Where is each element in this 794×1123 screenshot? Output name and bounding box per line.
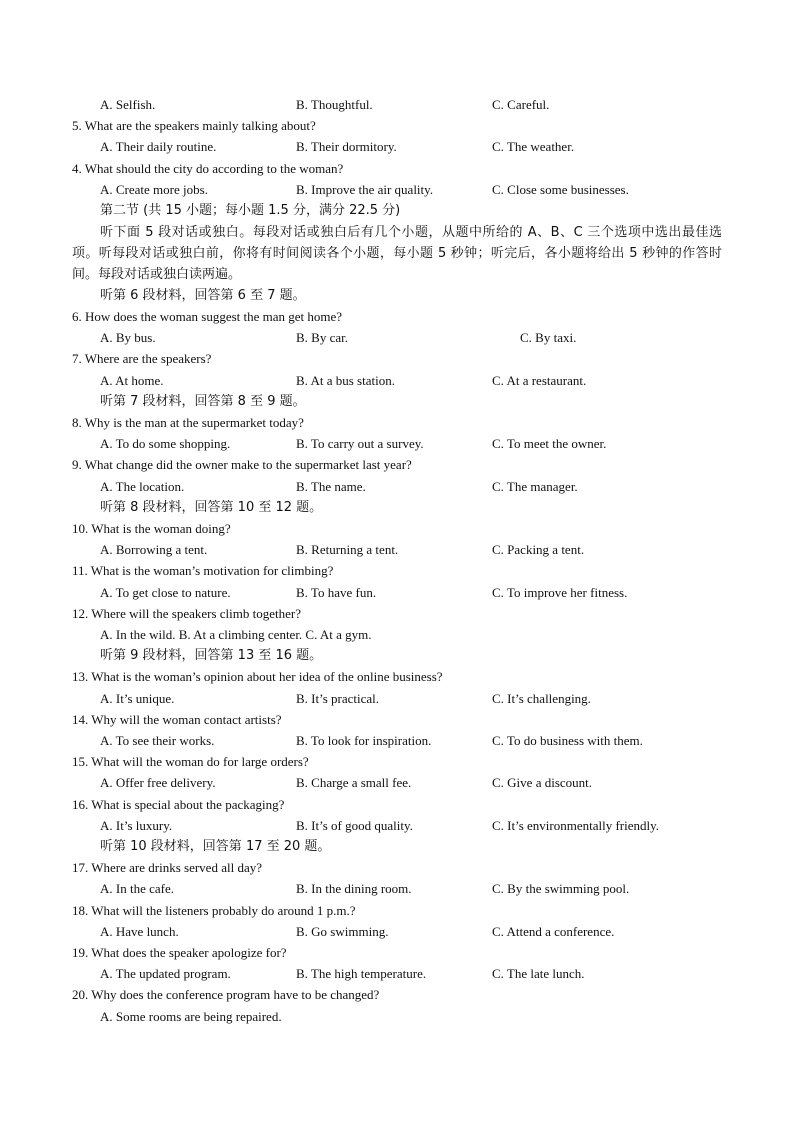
options-row-q16 (100, 815, 740, 836)
option-c: C. Packing a tent. (492, 542, 585, 557)
option-a: A. It’s luxury. (100, 818, 173, 833)
option-b: B. To look for inspiration. (296, 733, 432, 748)
option-b: B. Returning a tent. (296, 542, 399, 557)
options-row-q18 (100, 921, 740, 942)
material-10-note: 听第 10 段材料，回答第 17 至 20 题。 (100, 839, 331, 854)
option-a: A. By bus. (100, 330, 156, 345)
option-a: A. Borrowing a tent. (100, 542, 208, 557)
question-13: 13. What is the woman’s opinion about her idea of the online business? (72, 669, 443, 684)
options-row-q13 (100, 688, 740, 709)
options-row-q11 (100, 582, 740, 603)
question-19: 19. What does the speaker apologize for? (72, 945, 287, 960)
question-14: 14. Why will the woman contact artists? (72, 712, 282, 727)
option-c: C. Careful. (492, 97, 550, 112)
question-7: 7. Where are the speakers? (72, 351, 212, 366)
option-b: B. Charge a small fee. (296, 775, 412, 790)
options-inline: A. In the wild. B. At a climbing center. C. At a gym. (100, 627, 372, 642)
option-a: A. Have lunch. (100, 924, 179, 939)
options-row-q12 (100, 624, 740, 645)
question-4: 4. What should the city do according to the woman? (72, 161, 344, 176)
question-11: 11. What is the woman’s motivation for climbing? (72, 563, 334, 578)
option-a: A. Some rooms are being repaired. (100, 1009, 282, 1024)
option-c: C. The weather. (492, 139, 575, 154)
options-row-q17 (100, 878, 740, 899)
option-c: C. By taxi. (520, 330, 577, 345)
option-b: B. The name. (296, 479, 366, 494)
question-12: 12. Where will the speakers climb together? (72, 606, 301, 621)
question-5: 5. What are the speakers mainly talking about? (72, 118, 316, 133)
option-a: A. To get close to nature. (100, 585, 231, 600)
option-a: A. At home. (100, 373, 164, 388)
options-row-q15 (100, 772, 740, 793)
option-c: C. Give a discount. (492, 775, 593, 790)
option-a: A. Offer free delivery. (100, 775, 216, 790)
options-row-q7 (100, 370, 740, 391)
option-c: C. To do business with them. (492, 733, 643, 748)
material-6-note: 听第 6 段材料，回答第 6 至 7 题。 (100, 288, 306, 303)
option-a: A. The updated program. (100, 966, 231, 981)
option-b: B. Improve the air quality. (296, 182, 434, 197)
option-c: C. It’s challenging. (492, 691, 591, 706)
material-7-note: 听第 7 段材料，回答第 8 至 9 题。 (100, 394, 306, 409)
option-c: C. The late lunch. (492, 966, 585, 981)
question-8: 8. Why is the man at the supermarket today? (72, 415, 304, 430)
question-18: 18. What will the listeners probably do around 1 p.m.? (72, 903, 356, 918)
option-a: A. In the cafe. (100, 881, 174, 896)
option-b: B. It’s practical. (296, 691, 380, 706)
section-instructions: 听下面 5 段对话或独白。每段对话或独白后有几个小题，从题中所给的 A、B、C 三个选项中选出最佳选项。听每段对话或独白前，你将有时间阅读各个小题，每小题 5 秒钟；听完后，各小题将给出 5 秒钟的作答时间。每段对话或独白读两遍。 (72, 225, 722, 282)
question-17: 17. Where are drinks served all day? (72, 860, 262, 875)
options-row-q14 (100, 730, 740, 751)
option-b: B. To carry out a survey. (296, 436, 424, 451)
question-16: 16. What is special about the packaging? (72, 797, 285, 812)
section-heading: 第二节 (共 15 小题；每小题 1.5 分，满分 22.5 分) (100, 203, 401, 218)
option-a: A. Selfish. (100, 97, 156, 112)
options-row-q8 (100, 433, 740, 454)
options-row-previous (100, 94, 740, 115)
option-a: A. It’s unique. (100, 691, 175, 706)
question-6: 6. How does the woman suggest the man get home? (72, 309, 343, 324)
question-10: 10. What is the woman doing? (72, 521, 231, 536)
option-a: A. The location. (100, 479, 185, 494)
option-c: C. The manager. (492, 479, 578, 494)
option-a: A. To do some shopping. (100, 436, 231, 451)
options-row-q19 (100, 963, 740, 984)
question-9: 9. What change did the owner make to the supermarket last year? (72, 457, 412, 472)
option-a: A. Their daily routine. (100, 139, 217, 154)
option-a: A. To see their works. (100, 733, 215, 748)
option-b: B. To have fun. (296, 585, 377, 600)
options-row-q9 (100, 476, 740, 497)
option-c: C. By the swimming pool. (492, 881, 630, 896)
option-b: B. The high temperature. (296, 966, 427, 981)
option-b: B. Their dormitory. (296, 139, 397, 154)
option-b: B. Go swimming. (296, 924, 389, 939)
option-b: B. In the dining room. (296, 881, 412, 896)
option-b: B. By car. (296, 330, 348, 345)
question-20: 20. Why does the conference program have to be changed? (72, 987, 380, 1002)
option-c: C. Close some businesses. (492, 182, 629, 197)
question-15: 15. What will the woman do for large orders? (72, 754, 309, 769)
options-row-q5 (100, 136, 740, 157)
options-row-q4 (100, 179, 740, 200)
option-b: B. It’s of good quality. (296, 818, 413, 833)
option-c: C. To meet the owner. (492, 436, 607, 451)
options-row-q6 (100, 327, 740, 348)
option-c: C. It’s environmentally friendly. (492, 818, 660, 833)
option-b: B. At a bus station. (296, 373, 395, 388)
material-8-note: 听第 8 段材料，回答第 10 至 12 题。 (100, 500, 323, 515)
option-c: C. Attend a conference. (492, 924, 615, 939)
option-a: A. Create more jobs. (100, 182, 208, 197)
options-row-q20 (100, 1006, 740, 1027)
material-9-note: 听第 9 段材料，回答第 13 至 16 题。 (100, 648, 323, 663)
option-c: C. To improve her fitness. (492, 585, 628, 600)
options-row-q10 (100, 539, 740, 560)
option-c: C. At a restaurant. (492, 373, 587, 388)
option-b: B. Thoughtful. (296, 97, 373, 112)
